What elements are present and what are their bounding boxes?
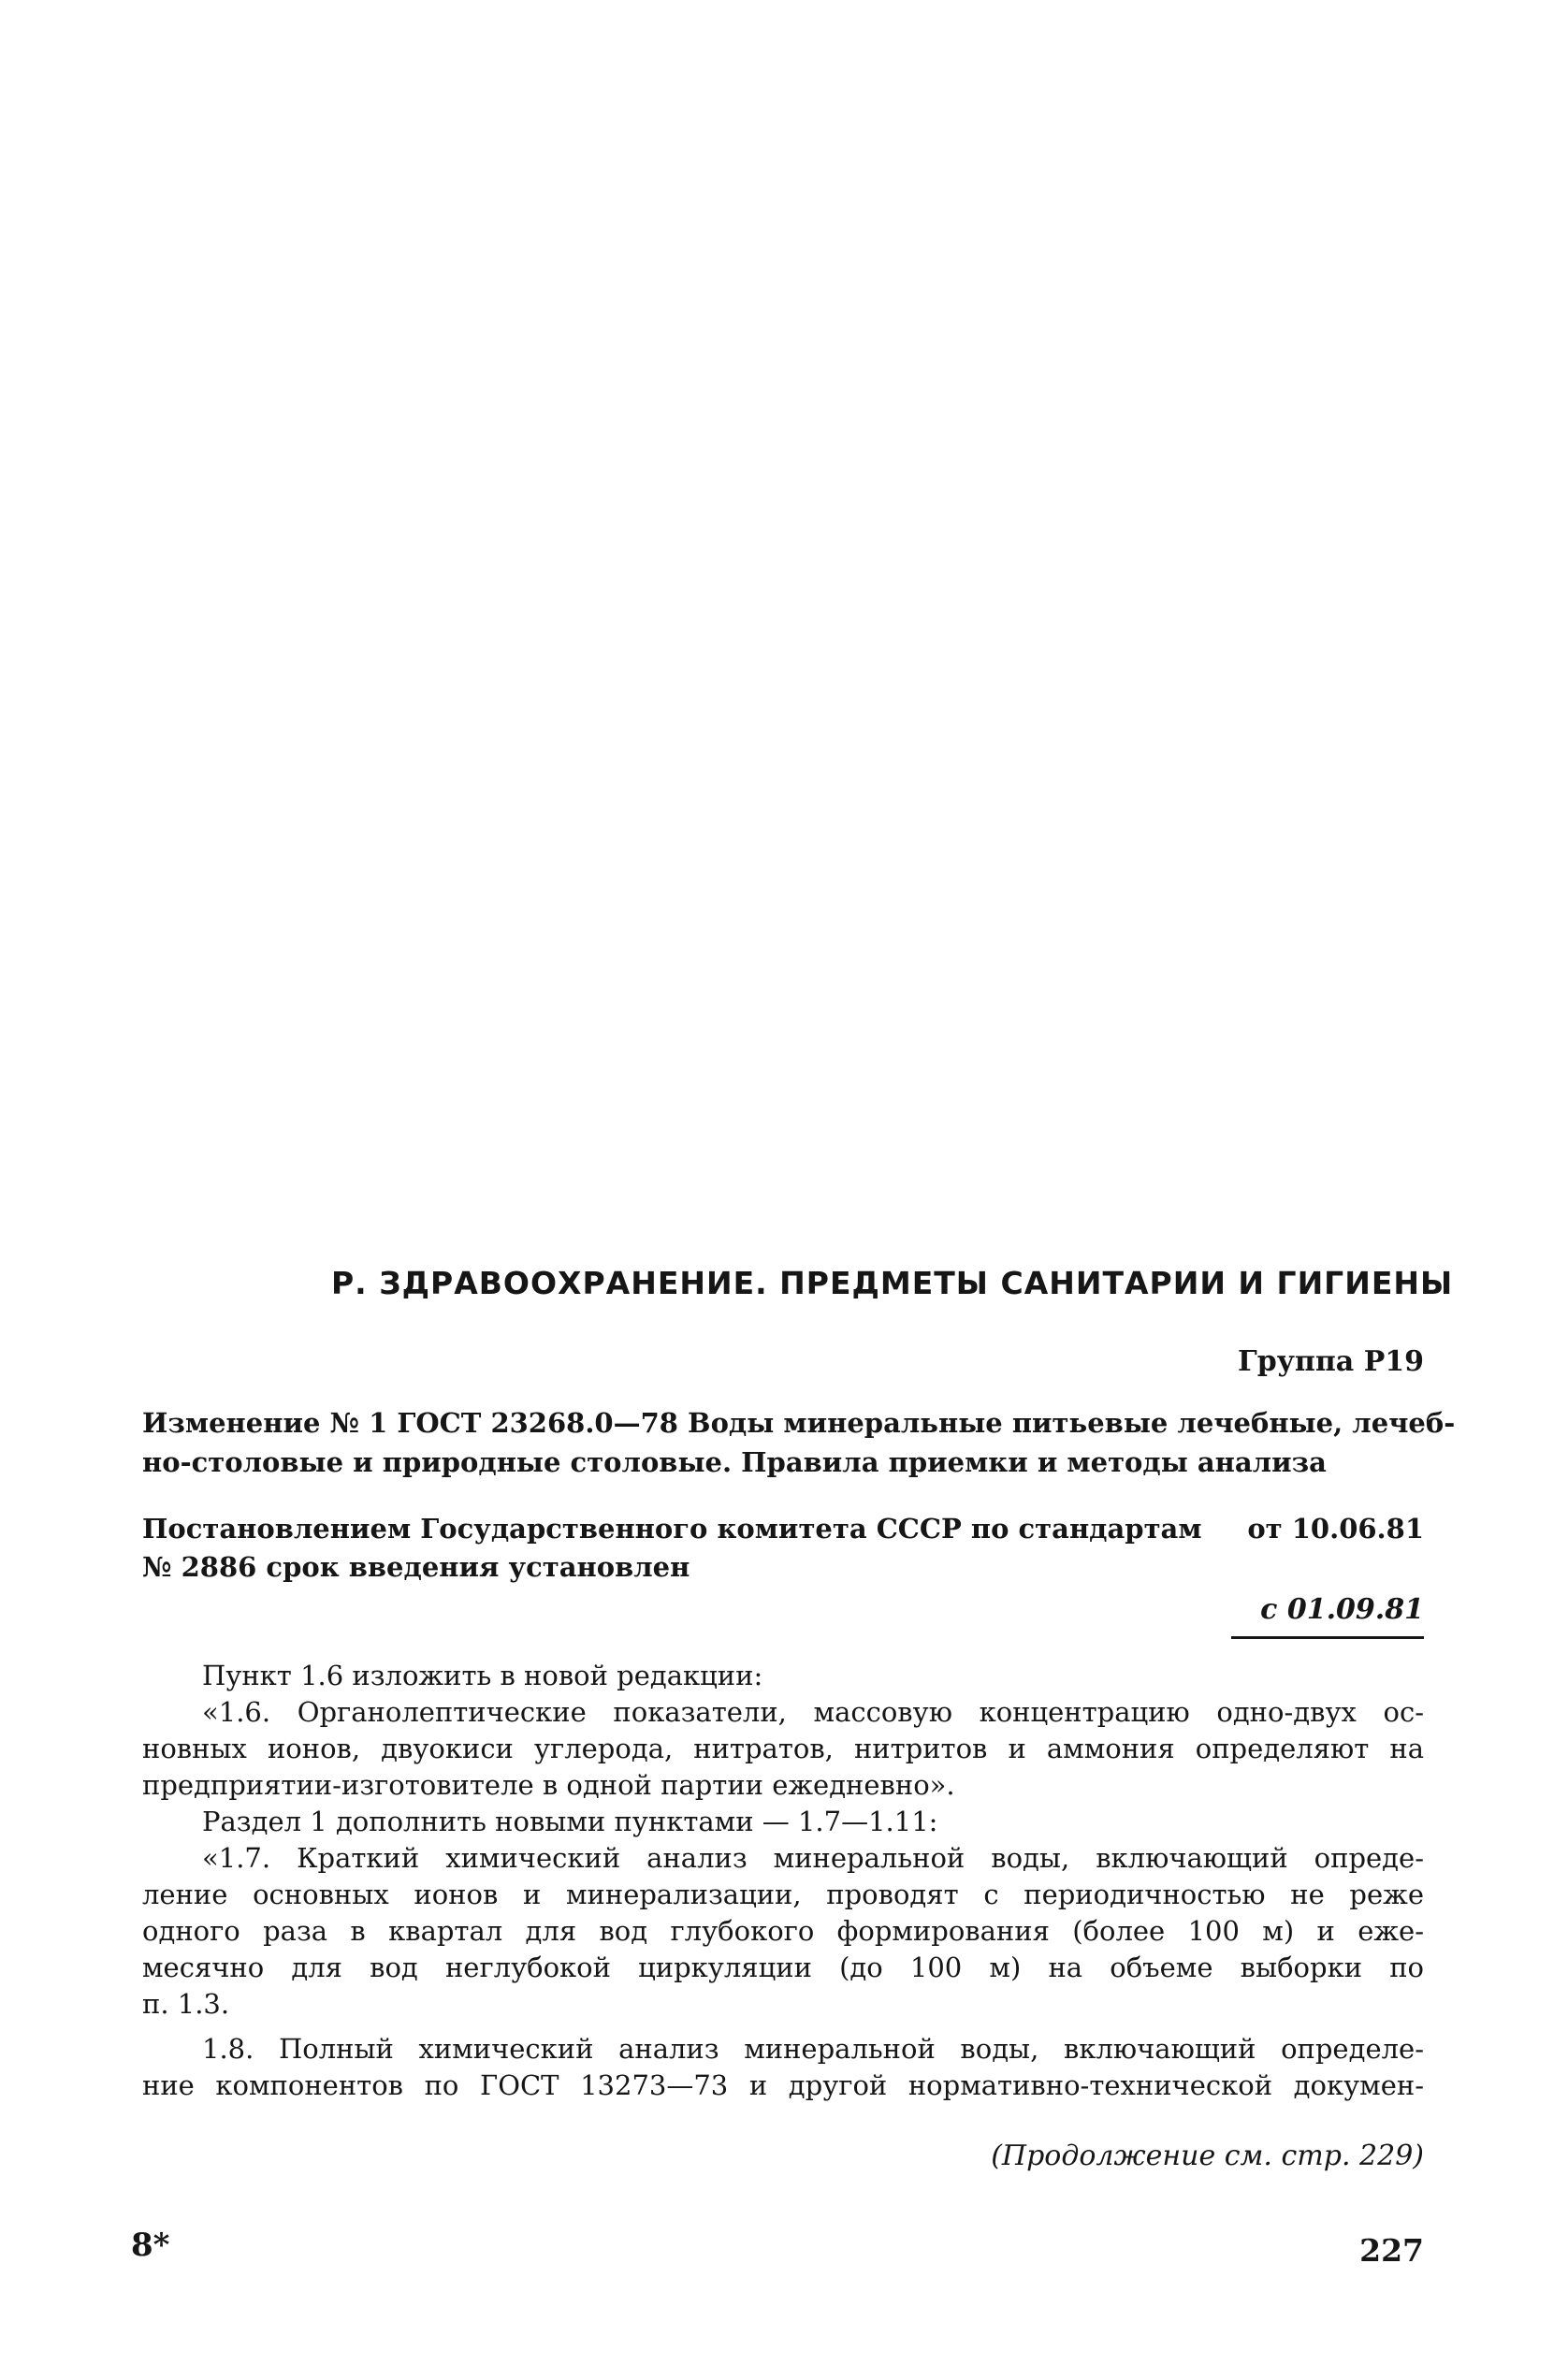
effective-date-underline <box>1231 1636 1424 1639</box>
body-line-11: 1.8. Полный химический анализ минеральной воды, включающий определе- <box>202 2033 1424 2065</box>
amendment-title-line-2: но-столовые и природные столовые. Правила приемки и методы анализа <box>142 1446 1327 1478</box>
body-line-12: ние компонентов по ГОСТ 13273—73 и другой нормативно-технической докумен- <box>142 2069 1424 2101</box>
decree-line-1: Постановлением Государственного комитета СССР по стандартам <box>142 1513 1202 1545</box>
body-line-5: Раздел 1 дополнить новыми пунктами — 1.7—1.11: <box>202 1806 938 1837</box>
body-line-6: «1.7. Краткий химический анализ минеральной воды, включающий опреде- <box>202 1842 1424 1874</box>
section-title: Р. ЗДРАВООХРАНЕНИЕ. ПРЕДМЕТЫ САНИТАРИИ И ГИГИЕНЫ <box>331 1265 1454 1301</box>
amendment-title-line-1: Изменение № 1 ГОСТ 23268.0—78 Воды минеральные питьевые лечебные, лечеб- <box>142 1407 1456 1439</box>
group-label: Группа Р19 <box>1238 1345 1424 1378</box>
body-line-2: «1.6. Органолептические показатели, массовую концентрацию одно-двух ос- <box>202 1696 1424 1728</box>
body-line-9: месячно для вод неглубокой циркуляции (до 100 м) на объеме выборки по <box>142 1951 1424 1983</box>
body-line-10: п. 1.3. <box>142 1988 230 2020</box>
body-line-7: ление основных ионов и минерализации, проводят с периодичностью не реже <box>142 1879 1424 1910</box>
effective-date: с 01.09.81 <box>1260 1593 1424 1626</box>
decree-date: от 10.06.81 <box>1247 1513 1424 1545</box>
continuation-note: (Продолжение см. стр. 229) <box>991 2140 1424 2172</box>
body-line-3: новных ионов, двуокиси углерода, нитратов, нитритов и аммония определяют на <box>142 1733 1424 1764</box>
body-line-8: одного раза в квартал для вод глубокого формирования (более 100 м) и еже- <box>142 1915 1424 1947</box>
decree-line-2: № 2886 срок введения установлен <box>142 1551 690 1583</box>
body-line-1: Пункт 1.6 изложить в новой редакции: <box>202 1660 763 1691</box>
page-number: 227 <box>1359 2232 1424 2269</box>
body-line-4: предприятии-изготовителе в одной партии ежедневно». <box>142 1769 955 1801</box>
footer-signature: 8* <box>131 2227 170 2264</box>
